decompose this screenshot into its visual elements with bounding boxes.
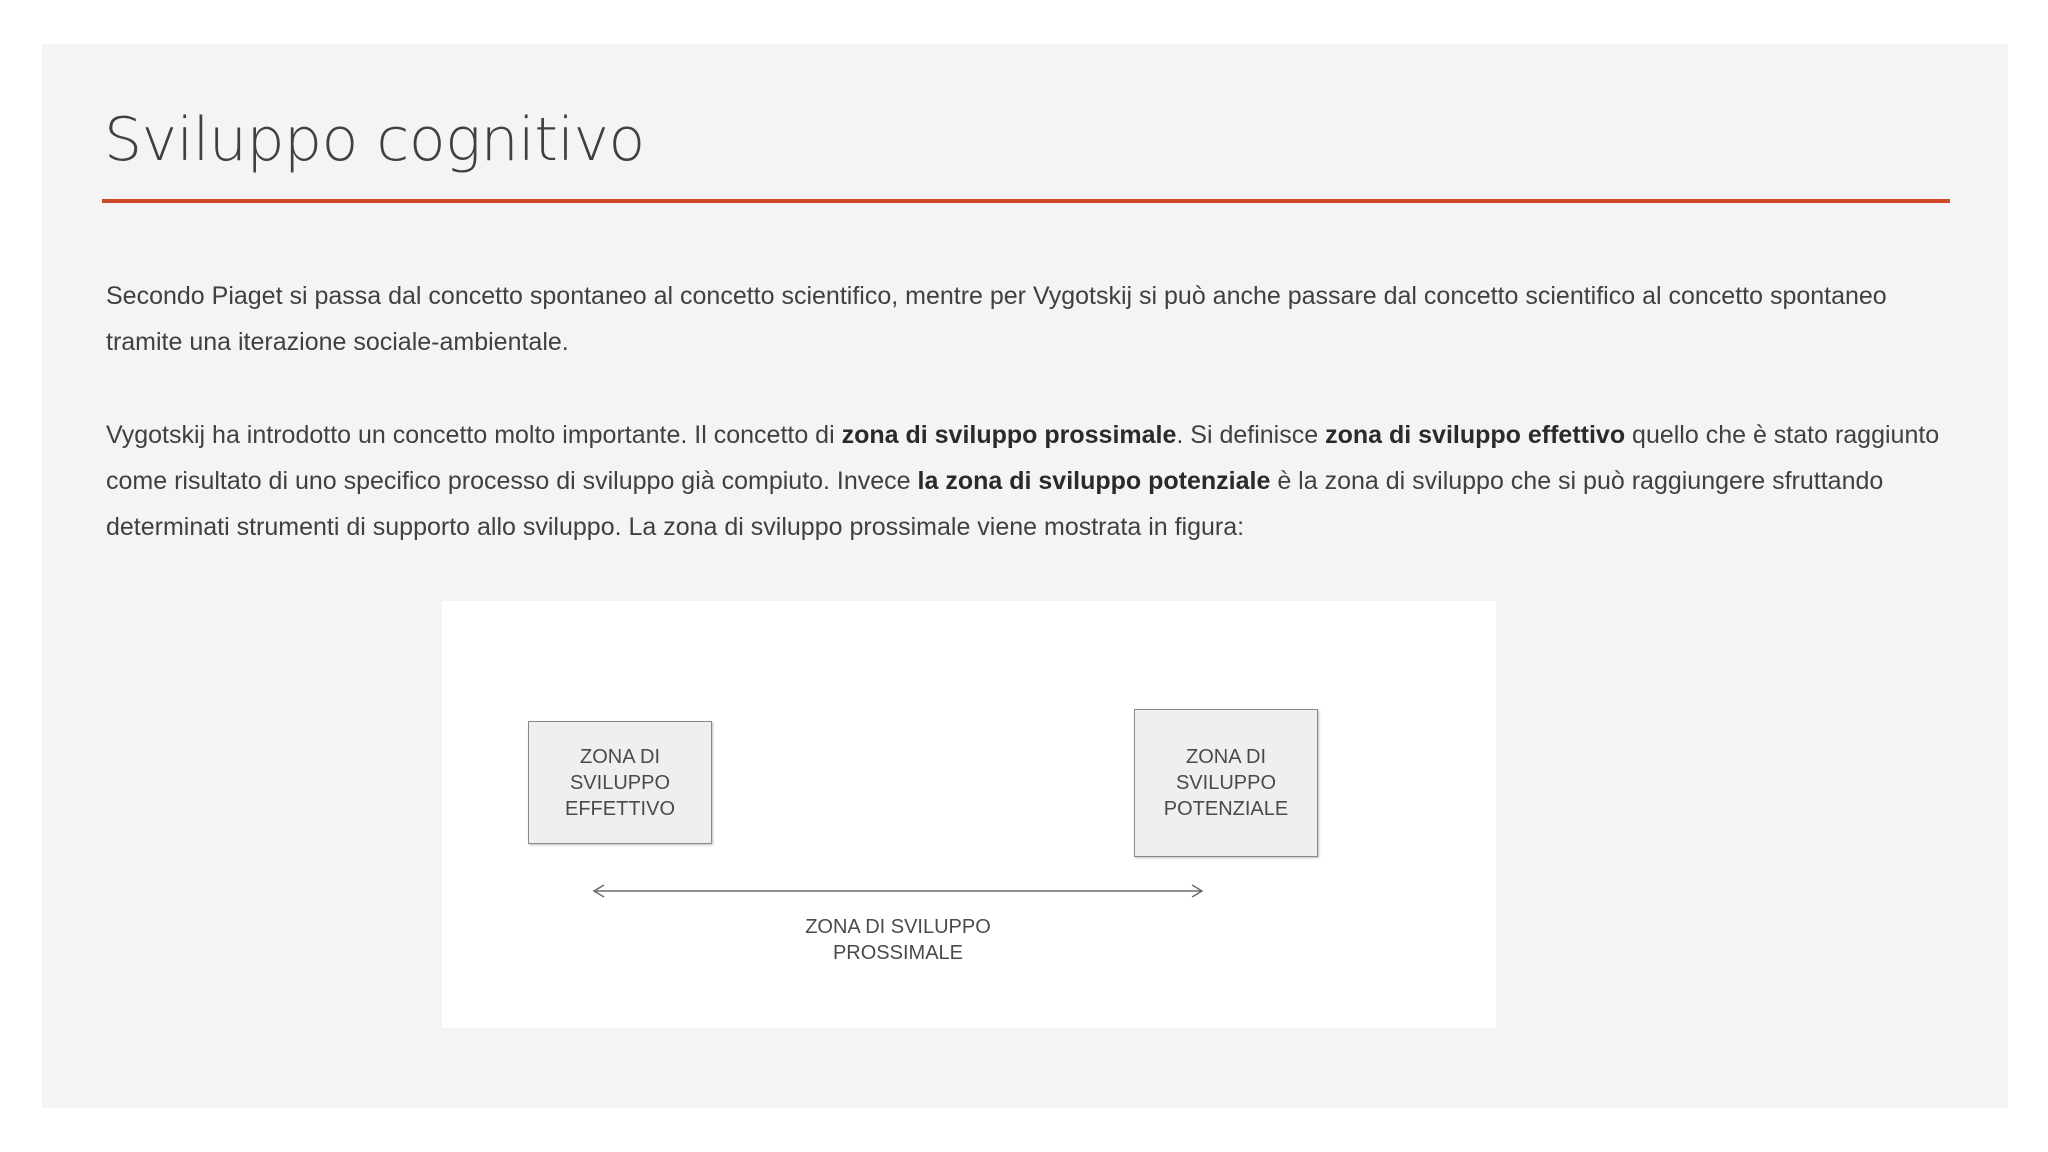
slide xyxy=(42,44,2008,1108)
paragraph-vygotskij xyxy=(106,412,1966,550)
paragraph-text: Vygotskij ha introdotto un concetto molto importante. Il concetto di xyxy=(106,421,842,449)
term-zona-prossimale: zona di sviluppo prossimale xyxy=(841,421,1177,449)
title-underline xyxy=(102,199,1950,203)
double-arrow-icon xyxy=(592,881,1204,901)
box-zona-effettivo: ZONA DI SVILUPPO EFFETTIVO xyxy=(528,721,712,844)
slide-title: Sviluppo cognitivo xyxy=(104,105,645,175)
paragraph-text: . Si definisce xyxy=(1176,421,1326,449)
box-zona-potenziale: ZONA DI SVILUPPO POTENZIALE xyxy=(1134,709,1318,857)
paragraph-text: quello che è stato raggiunto come risultato di uno specifico processo di sviluppo già compiuto. Invece xyxy=(106,421,1940,495)
paragraph-piaget: Secondo Piaget si passa dal concetto spontaneo al concetto scientifico, mentre per Vygotskij si può anche passare dal concetto scientifico al concetto spontaneo tramite una iterazione sociale-ambientale. xyxy=(106,282,1887,356)
label-zona-prossimale: ZONA DI SVILUPPO PROSSIMALE xyxy=(805,916,991,964)
zpd-figure xyxy=(442,601,1496,1028)
term-zona-effettivo: zona di sviluppo effettivo xyxy=(1325,421,1626,449)
term-zona-potenziale: la zona di sviluppo potenziale xyxy=(917,467,1271,495)
paragraph-text: è la zona di sviluppo che si può raggiungere sfruttando determinati strumenti di supporto allo sviluppo. La zona di sviluppo prossimale viene mostrata in figura: xyxy=(106,467,1884,541)
